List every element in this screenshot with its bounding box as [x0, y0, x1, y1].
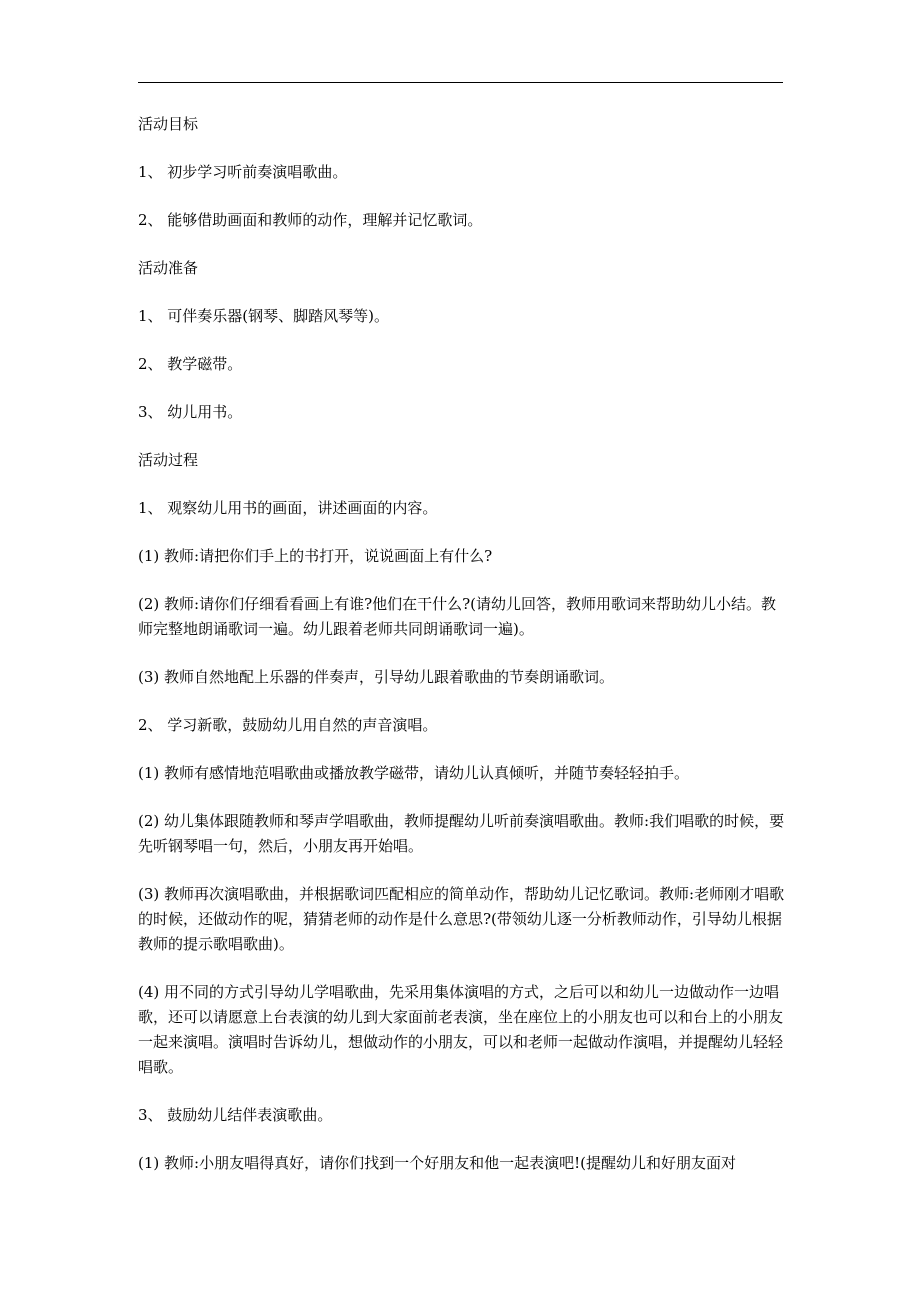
prep-item-3: 3、 幼儿用书。	[138, 403, 243, 421]
process-step-2-sub-4: (4) 用不同的方式引导幼儿学唱歌曲，先采用集体演唱的方式，之后可以和幼儿一边做动作一边唱歌，还可以请愿意上台表演的幼儿到大家面前老表演，坐在座位上的小朋友也可以和台上的小朋友一起来演唱。演唱时告诉幼儿，想做动作的小朋友，可以和老师一起做动作演唱，并提醒幼儿轻轻唱歌。	[138, 983, 784, 1076]
process-step-1-sub-3: (3) 教师自然地配上乐器的伴奏声，引导幼儿跟着歌曲的节奏朗诵歌词。	[138, 668, 615, 686]
process-step-3-sub-1: (1) 教师:小朋友唱得真好，请你们找到一个好朋友和他一起表演吧!(提醒幼儿和好朋友面对	[138, 1154, 736, 1172]
process-step-2-sub-3: (3) 教师再次演唱歌曲，并根据歌词匹配相应的简单动作，帮助幼儿记忆歌词。教师:老师刚才唱歌的时候，还做动作的呢，猜猜老师的动作是什么意思?(带领幼儿逐一分析教师动作，引导幼儿根据教师的提示歌唱歌曲)。	[138, 885, 785, 953]
section-heading-process: 活动过程	[138, 451, 199, 469]
process-step-1-sub-1: (1) 教师:请把你们手上的书打开，说说画面上有什么?	[138, 547, 493, 565]
goal-item-2: 2、 能够借助画面和教师的动作，理解并记忆歌词。	[138, 211, 483, 229]
process-step-2-sub-2: (2) 幼儿集体跟随教师和琴声学唱歌曲，教师提醒幼儿听前奏演唱歌曲。教师:我们唱歌的时候，要先听钢琴唱一句，然后，小朋友再开始唱。	[138, 812, 785, 855]
prep-item-1: 1、 可伴奏乐器(钢琴、脚踏风琴等)。	[138, 307, 390, 325]
prep-item-2: 2、 教学磁带。	[138, 355, 243, 373]
process-step-1: 1、 观察幼儿用书的画面，讲述画面的内容。	[138, 499, 438, 517]
document-body	[138, 112, 788, 1199]
process-step-2-sub-1: (1) 教师有感情地范唱歌曲或播放教学磁带，请幼儿认真倾听，并随节奏轻轻拍手。	[138, 764, 690, 782]
process-step-1-sub-2: (2) 教师:请你们仔细看看画上有谁?他们在干什么?(请幼儿回答，教师用歌词来帮助幼儿小结。教师完整地朗诵歌词一遍。幼儿跟着老师共同朗诵歌词一遍)。	[138, 595, 777, 638]
goal-item-1: 1、 初步学习听前奏演唱歌曲。	[138, 163, 348, 181]
section-heading-preparation: 活动准备	[138, 259, 199, 277]
header-rule	[138, 82, 783, 83]
process-step-2: 2、 学习新歌，鼓励幼儿用自然的声音演唱。	[138, 716, 438, 734]
section-heading-goals: 活动目标	[138, 115, 199, 133]
process-step-3: 3、 鼓励幼儿结伴表演歌曲。	[138, 1106, 333, 1124]
